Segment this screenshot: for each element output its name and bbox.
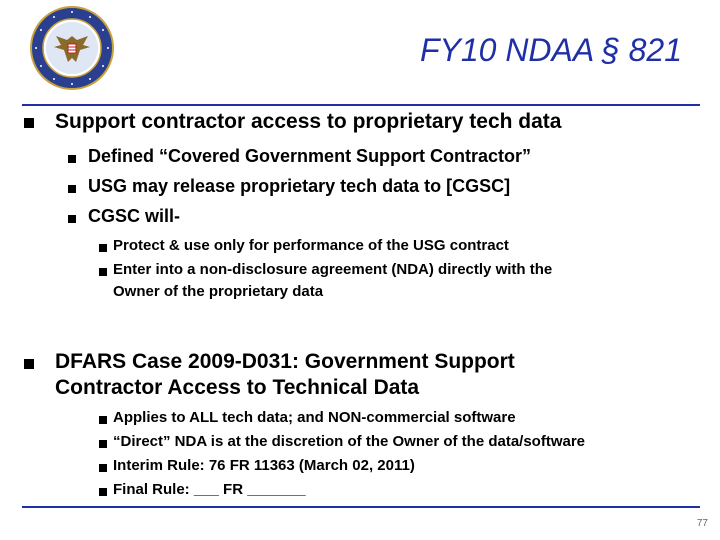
header-divider xyxy=(22,104,700,106)
sub-bullet-text: Defined “Covered Government Support Contractor” xyxy=(88,146,532,166)
sub-bullet-text: USG may release proprietary tech data to [CGSC] xyxy=(88,176,511,196)
bullet-square-icon xyxy=(99,464,107,472)
bullet-text: DFARS Case 2009-D031: Government Support xyxy=(55,350,515,373)
sub-bullet-text: “Direct” NDA is at the discretion of the Owner of the data/software xyxy=(113,433,586,450)
final-rule-label: Final Rule: xyxy=(113,481,194,498)
bullet-text-continued: Contractor Access to Technical Data xyxy=(55,376,420,399)
bullet-square-icon xyxy=(68,185,76,193)
final-rule-blank-page: _______ xyxy=(247,481,306,498)
bullet-square-icon xyxy=(68,215,76,223)
final-rule-line xyxy=(113,481,306,498)
bullet-square-icon xyxy=(99,416,107,424)
sub-sub-bullet-text-continued: Owner of the proprietary data xyxy=(113,283,324,300)
bullet-square-icon xyxy=(99,244,107,252)
sub-sub-bullet-text: Enter into a non-disclosure agreement (NDA) directly with the xyxy=(113,261,553,278)
final-rule-fr: FR xyxy=(218,481,248,498)
footer-divider xyxy=(22,506,700,508)
sub-bullet-text: Interim Rule: 76 FR 11363 (March 02, 2011) xyxy=(113,457,415,474)
sub-bullet-text: CGSC will- xyxy=(88,206,181,226)
bullet-square-icon xyxy=(24,118,34,128)
dod-seal-logo xyxy=(30,6,114,90)
bullet-text: Support contractor access to proprietary tech data xyxy=(55,110,562,133)
slide-title: FY10 NDAA § 821 xyxy=(419,32,682,68)
page-number: 77 xyxy=(696,518,708,529)
final-rule-blank-volume: ___ xyxy=(193,481,219,498)
bullet-square-icon xyxy=(68,155,76,163)
bullet-square-icon xyxy=(99,440,107,448)
bullet-square-icon xyxy=(99,268,107,276)
bullet-square-icon xyxy=(24,359,34,369)
sub-bullet-text: Applies to ALL tech data; and NON-commercial software xyxy=(113,409,516,426)
bullet-square-icon xyxy=(99,488,107,496)
sub-sub-bullet-text: Protect & use only for performance of the USG contract xyxy=(113,237,509,254)
